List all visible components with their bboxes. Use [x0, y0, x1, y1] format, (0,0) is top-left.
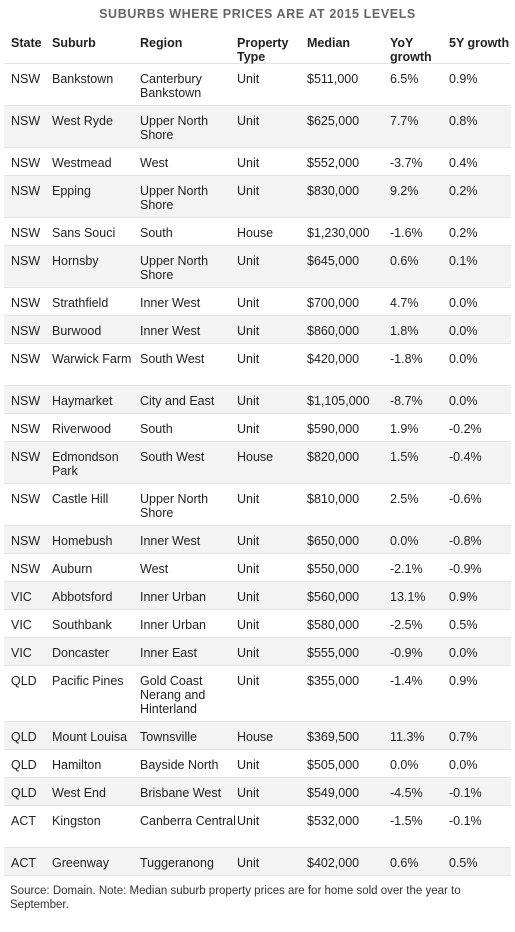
cell-region: Townsville [140, 730, 197, 744]
cell-median: $560,000 [307, 590, 360, 604]
cell-median: $625,000 [307, 114, 360, 128]
cell-state: NSW [11, 226, 41, 240]
cell-yoy-growth: -1.6% [390, 226, 423, 240]
table-row [4, 441, 511, 483]
source-note: Source: Domain. Note: Median suburb property prices are for home sold over the year to September. [4, 875, 511, 912]
cell-property-type: Unit [237, 492, 260, 506]
cell-state: NSW [11, 492, 41, 506]
cell-median: $505,000 [307, 758, 360, 772]
cell-region: Upper North Shore [140, 254, 209, 282]
header-yoy-growth: YoY growth [390, 36, 432, 64]
cell-median: $820,000 [307, 450, 360, 464]
table-row [4, 525, 511, 553]
cell-median: $420,000 [307, 352, 360, 366]
cell-state: NSW [11, 422, 41, 436]
table-row [4, 245, 511, 287]
cell-property-type: Unit [237, 324, 260, 338]
table-header [4, 25, 511, 63]
table-row [4, 217, 511, 245]
table-row [4, 413, 511, 441]
cell-median: $830,000 [307, 184, 360, 198]
cell-yoy-growth: -1.8% [390, 352, 423, 366]
table-row [4, 483, 511, 525]
table-row [4, 749, 511, 777]
cell-5y-growth: -0.8% [449, 534, 482, 548]
cell-property-type: Unit [237, 184, 260, 198]
cell-median: $552,000 [307, 156, 360, 170]
cell-median: $550,000 [307, 562, 360, 576]
cell-property-type: Unit [237, 534, 260, 548]
cell-region: Gold Coast Nerang and Hinterland [140, 674, 206, 716]
table-row [4, 609, 511, 637]
cell-region: Upper North Shore [140, 114, 209, 142]
table-row [4, 805, 511, 847]
cell-median: $650,000 [307, 534, 360, 548]
cell-yoy-growth: 6.5% [390, 72, 419, 86]
cell-5y-growth: 0.9% [449, 72, 478, 86]
cell-property-type: Unit [237, 296, 260, 310]
cell-suburb: Castle Hill [52, 492, 109, 506]
header-suburb: Suburb [52, 36, 96, 50]
cell-yoy-growth: 1.8% [390, 324, 419, 338]
cell-region: South [140, 226, 173, 240]
cell-state: QLD [11, 758, 37, 772]
table-row [4, 287, 511, 315]
cell-suburb: Burwood [52, 324, 102, 338]
cell-state: NSW [11, 352, 41, 366]
cell-region: Inner West [140, 324, 201, 338]
cell-state: NSW [11, 156, 41, 170]
cell-suburb: Greenway [52, 856, 109, 870]
cell-5y-growth: -0.1% [449, 814, 482, 828]
cell-yoy-growth: 1.9% [390, 422, 419, 436]
cell-region: Inner East [140, 646, 197, 660]
cell-suburb: Mount Louisa [52, 730, 128, 744]
table-row [4, 721, 511, 749]
cell-5y-growth: 0.0% [449, 324, 478, 338]
cell-5y-growth: 0.5% [449, 856, 478, 870]
cell-median: $1,230,000 [307, 226, 370, 240]
cell-region: Inner Urban [140, 590, 207, 604]
cell-state: NSW [11, 184, 41, 198]
cell-5y-growth: 0.2% [449, 184, 478, 198]
cell-property-type: Unit [237, 254, 260, 268]
cell-suburb: Haymarket [52, 394, 113, 408]
cell-median: $580,000 [307, 618, 360, 632]
cell-yoy-growth: 0.0% [390, 758, 419, 772]
cell-state: ACT [11, 814, 36, 828]
cell-state: VIC [11, 618, 32, 632]
cell-state: NSW [11, 296, 41, 310]
cell-region: Canberra Central [140, 814, 236, 828]
cell-yoy-growth: -1.5% [390, 814, 423, 828]
cell-yoy-growth: 0.6% [390, 254, 419, 268]
cell-yoy-growth: -0.9% [390, 646, 423, 660]
cell-property-type: House [237, 730, 274, 744]
cell-5y-growth: 0.7% [449, 730, 478, 744]
cell-median: $860,000 [307, 324, 360, 338]
cell-state: VIC [11, 590, 32, 604]
cell-region: Inner Urban [140, 618, 207, 632]
table-row [4, 665, 511, 721]
cell-region: City and East [140, 394, 215, 408]
cell-yoy-growth: 13.1% [390, 590, 426, 604]
cell-suburb: Epping [52, 184, 91, 198]
cell-yoy-growth: 1.5% [390, 450, 419, 464]
cell-region: Canterbury Bankstown [140, 72, 202, 100]
cell-yoy-growth: 2.5% [390, 492, 419, 506]
cell-suburb: Homebush [52, 534, 113, 548]
cell-5y-growth: 0.4% [449, 156, 478, 170]
cell-yoy-growth: 0.0% [390, 534, 419, 548]
cell-5y-growth: 0.2% [449, 226, 478, 240]
cell-region: West [140, 156, 169, 170]
cell-property-type: Unit [237, 758, 260, 772]
cell-property-type: Unit [237, 590, 260, 604]
cell-region: Upper North Shore [140, 492, 209, 520]
cell-5y-growth: -0.1% [449, 786, 482, 800]
table-row [4, 105, 511, 147]
cell-suburb: Sans Souci [52, 226, 116, 240]
header-median: Median [307, 36, 351, 50]
cell-state: VIC [11, 646, 32, 660]
table-row [4, 553, 511, 581]
cell-5y-growth: 0.0% [449, 352, 478, 366]
cell-region: West [140, 562, 169, 576]
cell-property-type: Unit [237, 646, 260, 660]
cell-median: $532,000 [307, 814, 360, 828]
cell-region: South West [140, 450, 205, 464]
cell-state: NSW [11, 324, 41, 338]
table-row [4, 581, 511, 609]
cell-median: $700,000 [307, 296, 360, 310]
cell-suburb: Bankstown [52, 72, 114, 86]
cell-5y-growth: 0.9% [449, 590, 478, 604]
cell-suburb: Westmead [52, 156, 112, 170]
cell-state: QLD [11, 786, 37, 800]
header-5y-growth: 5Y growth [449, 36, 510, 50]
cell-suburb: Riverwood [52, 422, 112, 436]
cell-median: $810,000 [307, 492, 360, 506]
cell-median: $555,000 [307, 646, 360, 660]
cell-yoy-growth: -3.7% [390, 156, 423, 170]
table-body [4, 63, 511, 875]
cell-suburb: Pacific Pines [52, 674, 124, 688]
cell-state: NSW [11, 450, 41, 464]
cell-5y-growth: -0.4% [449, 450, 482, 464]
cell-yoy-growth: 7.7% [390, 114, 419, 128]
cell-5y-growth: -0.6% [449, 492, 482, 506]
cell-5y-growth: 0.5% [449, 618, 478, 632]
cell-suburb: Warwick Farm [52, 352, 132, 366]
cell-property-type: Unit [237, 674, 260, 688]
table-row [4, 637, 511, 665]
cell-median: $355,000 [307, 674, 360, 688]
cell-yoy-growth: 9.2% [390, 184, 419, 198]
cell-suburb: Hamilton [52, 758, 102, 772]
header-state: State [11, 36, 42, 50]
cell-state: QLD [11, 730, 37, 744]
cell-state: NSW [11, 534, 41, 548]
cell-suburb: Southbank [52, 618, 112, 632]
cell-state: NSW [11, 394, 41, 408]
cell-region: Bayside North [140, 758, 219, 772]
cell-state: ACT [11, 856, 36, 870]
cell-median: $402,000 [307, 856, 360, 870]
cell-median: $1,105,000 [307, 394, 370, 408]
cell-region: Brisbane West [140, 786, 222, 800]
cell-state: NSW [11, 72, 41, 86]
table-row [4, 847, 511, 875]
cell-5y-growth: 0.0% [449, 646, 478, 660]
cell-region: South West [140, 352, 205, 366]
cell-yoy-growth: 0.6% [390, 856, 419, 870]
header-property-type: Property Type [237, 36, 289, 64]
cell-yoy-growth: -2.1% [390, 562, 423, 576]
cell-suburb: Strathfield [52, 296, 109, 310]
table-row [4, 175, 511, 217]
cell-suburb: Hornsby [52, 254, 99, 268]
cell-property-type: Unit [237, 394, 260, 408]
cell-yoy-growth: -4.5% [390, 786, 423, 800]
cell-suburb: West End [52, 786, 106, 800]
cell-5y-growth: -0.9% [449, 562, 482, 576]
cell-5y-growth: -0.2% [449, 422, 482, 436]
table-row [4, 777, 511, 805]
cell-region: South [140, 422, 173, 436]
cell-yoy-growth: 11.3% [390, 730, 425, 744]
cell-yoy-growth: -8.7% [390, 394, 423, 408]
cell-5y-growth: 0.9% [449, 674, 478, 688]
cell-yoy-growth: 4.7% [390, 296, 419, 310]
cell-5y-growth: 0.1% [449, 254, 478, 268]
cell-property-type: Unit [237, 814, 260, 828]
cell-5y-growth: 0.0% [449, 758, 478, 772]
cell-region: Tuggeranong [140, 856, 214, 870]
cell-yoy-growth: -1.4% [390, 674, 423, 688]
cell-median: $590,000 [307, 422, 360, 436]
cell-property-type: Unit [237, 114, 260, 128]
table-row [4, 315, 511, 343]
cell-property-type: House [237, 226, 274, 240]
cell-region: Inner West [140, 534, 201, 548]
cell-region: Inner West [140, 296, 201, 310]
cell-property-type: House [237, 450, 274, 464]
cell-property-type: Unit [237, 786, 260, 800]
cell-property-type: Unit [237, 618, 260, 632]
cell-yoy-growth: -2.5% [390, 618, 423, 632]
cell-5y-growth: 0.0% [449, 296, 478, 310]
cell-suburb: Abbotsford [52, 590, 113, 604]
cell-suburb: Edmondson Park [52, 450, 119, 478]
cell-5y-growth: 0.0% [449, 394, 478, 408]
cell-property-type: Unit [237, 72, 260, 86]
table-row [4, 63, 511, 105]
chart-title: SUBURBS WHERE PRICES ARE AT 2015 LEVELS [99, 7, 416, 21]
cell-suburb: Kingston [52, 814, 101, 828]
cell-property-type: Unit [237, 856, 260, 870]
cell-property-type: Unit [237, 352, 260, 366]
cell-state: NSW [11, 562, 41, 576]
cell-suburb: Auburn [52, 562, 93, 576]
cell-region: Upper North Shore [140, 184, 209, 212]
cell-property-type: Unit [237, 156, 260, 170]
cell-median: $645,000 [307, 254, 360, 268]
cell-median: $369,500 [307, 730, 360, 744]
cell-state: NSW [11, 114, 41, 128]
cell-median: $511,000 [307, 72, 359, 86]
cell-median: $549,000 [307, 786, 360, 800]
cell-state: NSW [11, 254, 41, 268]
cell-suburb: West Ryde [52, 114, 113, 128]
cell-property-type: Unit [237, 422, 260, 436]
header-region: Region [140, 36, 183, 50]
cell-state: QLD [11, 674, 37, 688]
cell-5y-growth: 0.8% [449, 114, 478, 128]
cell-property-type: Unit [237, 562, 260, 576]
table-row [4, 343, 511, 385]
table-row [4, 147, 511, 175]
cell-suburb: Doncaster [52, 646, 109, 660]
table-row [4, 385, 511, 413]
